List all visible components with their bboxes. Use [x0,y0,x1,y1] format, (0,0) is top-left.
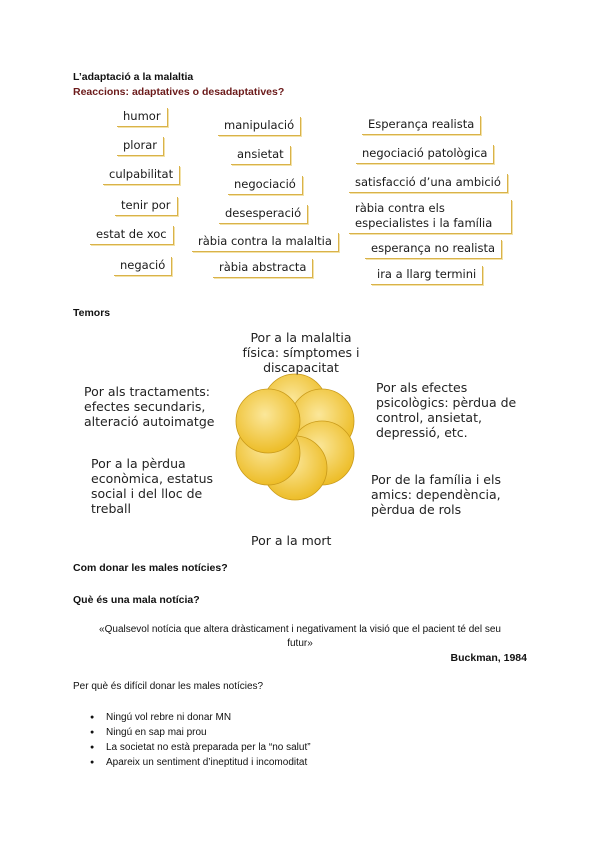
reaction-esperanca-realista: Esperança realista [362,116,481,135]
reaction-ira-a-llarg-termini: ira a llarg termini [371,266,483,285]
fear-mort: Por a la mort [251,533,332,548]
quote-line-2: futur» [287,638,313,649]
reaction-negociacio-patologica: negociació patològica [356,145,494,164]
reaction-rabia-abstracta: ràbia abstracta [213,259,313,278]
reaction-estat-de-xoc: estat de xoc [90,226,174,245]
reaction-negacio: negació [114,257,172,276]
question-text: Per què és difícil donar les males notícies? [73,681,264,692]
quote-line-1: «Qualsevol notícia que altera dràsticament i negativament la visió que el pacient té del seu [99,624,501,635]
list-item: ● Apareix un sentiment d’ineptitud i incomoditat [84,755,311,770]
reasons-list [84,710,311,770]
flower-petal-top-left [236,389,300,453]
reaction-satisfaccio-ambicio: satisfacció d’una ambició [349,174,508,193]
page-heading: L’adaptació a la malaltia [73,71,194,83]
fears-title: Temors [73,307,111,319]
list-item: ● Ningú vol rebre ni donar MN [84,710,311,725]
reactions-subheading: Reaccions: adaptatives o desadaptatives? [73,86,285,98]
reaction-esperanca-no-realista: esperança no realista [365,240,502,259]
fear-familia-amics: Por de la família i els amics: dependència, pèrdua de rols [371,472,501,517]
reaction-rabia-contra-la-malaltia: ràbia contra la malaltia [192,233,339,252]
reaction-tenir-por: tenir por [115,197,178,216]
fear-malaltia-fisica: Por a la malaltia física: símptomes i discapacitat [242,330,360,375]
fear-tractaments: Por als tractaments: efectes secundaris, alteració autoimatge [84,384,215,429]
quote-author: Buckman, 1984 [450,652,527,664]
fear-perdua-economica: Por a la pèrdua econòmica, estatus social i del lloc de treball [91,456,214,516]
reaction-humor: humor [117,108,168,127]
section-com-donar: Com donar les males notícies? [73,562,228,574]
reaction-culpabilitat: culpabilitat [103,166,180,185]
list-item: ● Ningú en sap mai prou [84,725,311,740]
reaction-desesperacio: desesperació [219,205,308,224]
reaction-negociacio: negociació [228,176,303,195]
reaction-plorar: plorar [117,137,164,156]
reaction-manipulacio: manipulació [218,117,301,136]
reaction-ansietat: ansietat [231,146,291,165]
reaction-rabia-contra-especialistes: ràbia contra els especialistes i la família [349,200,512,234]
fear-efectes-psicologics: Por als efectes psicològics: pèrdua de control, ansietat, depressió, etc. [376,380,517,440]
list-item: ● La societat no està preparada per la “no salut” [84,740,311,755]
fears-flower-diagram [224,366,366,508]
section-que-es: Què és una mala notícia? [73,594,200,606]
